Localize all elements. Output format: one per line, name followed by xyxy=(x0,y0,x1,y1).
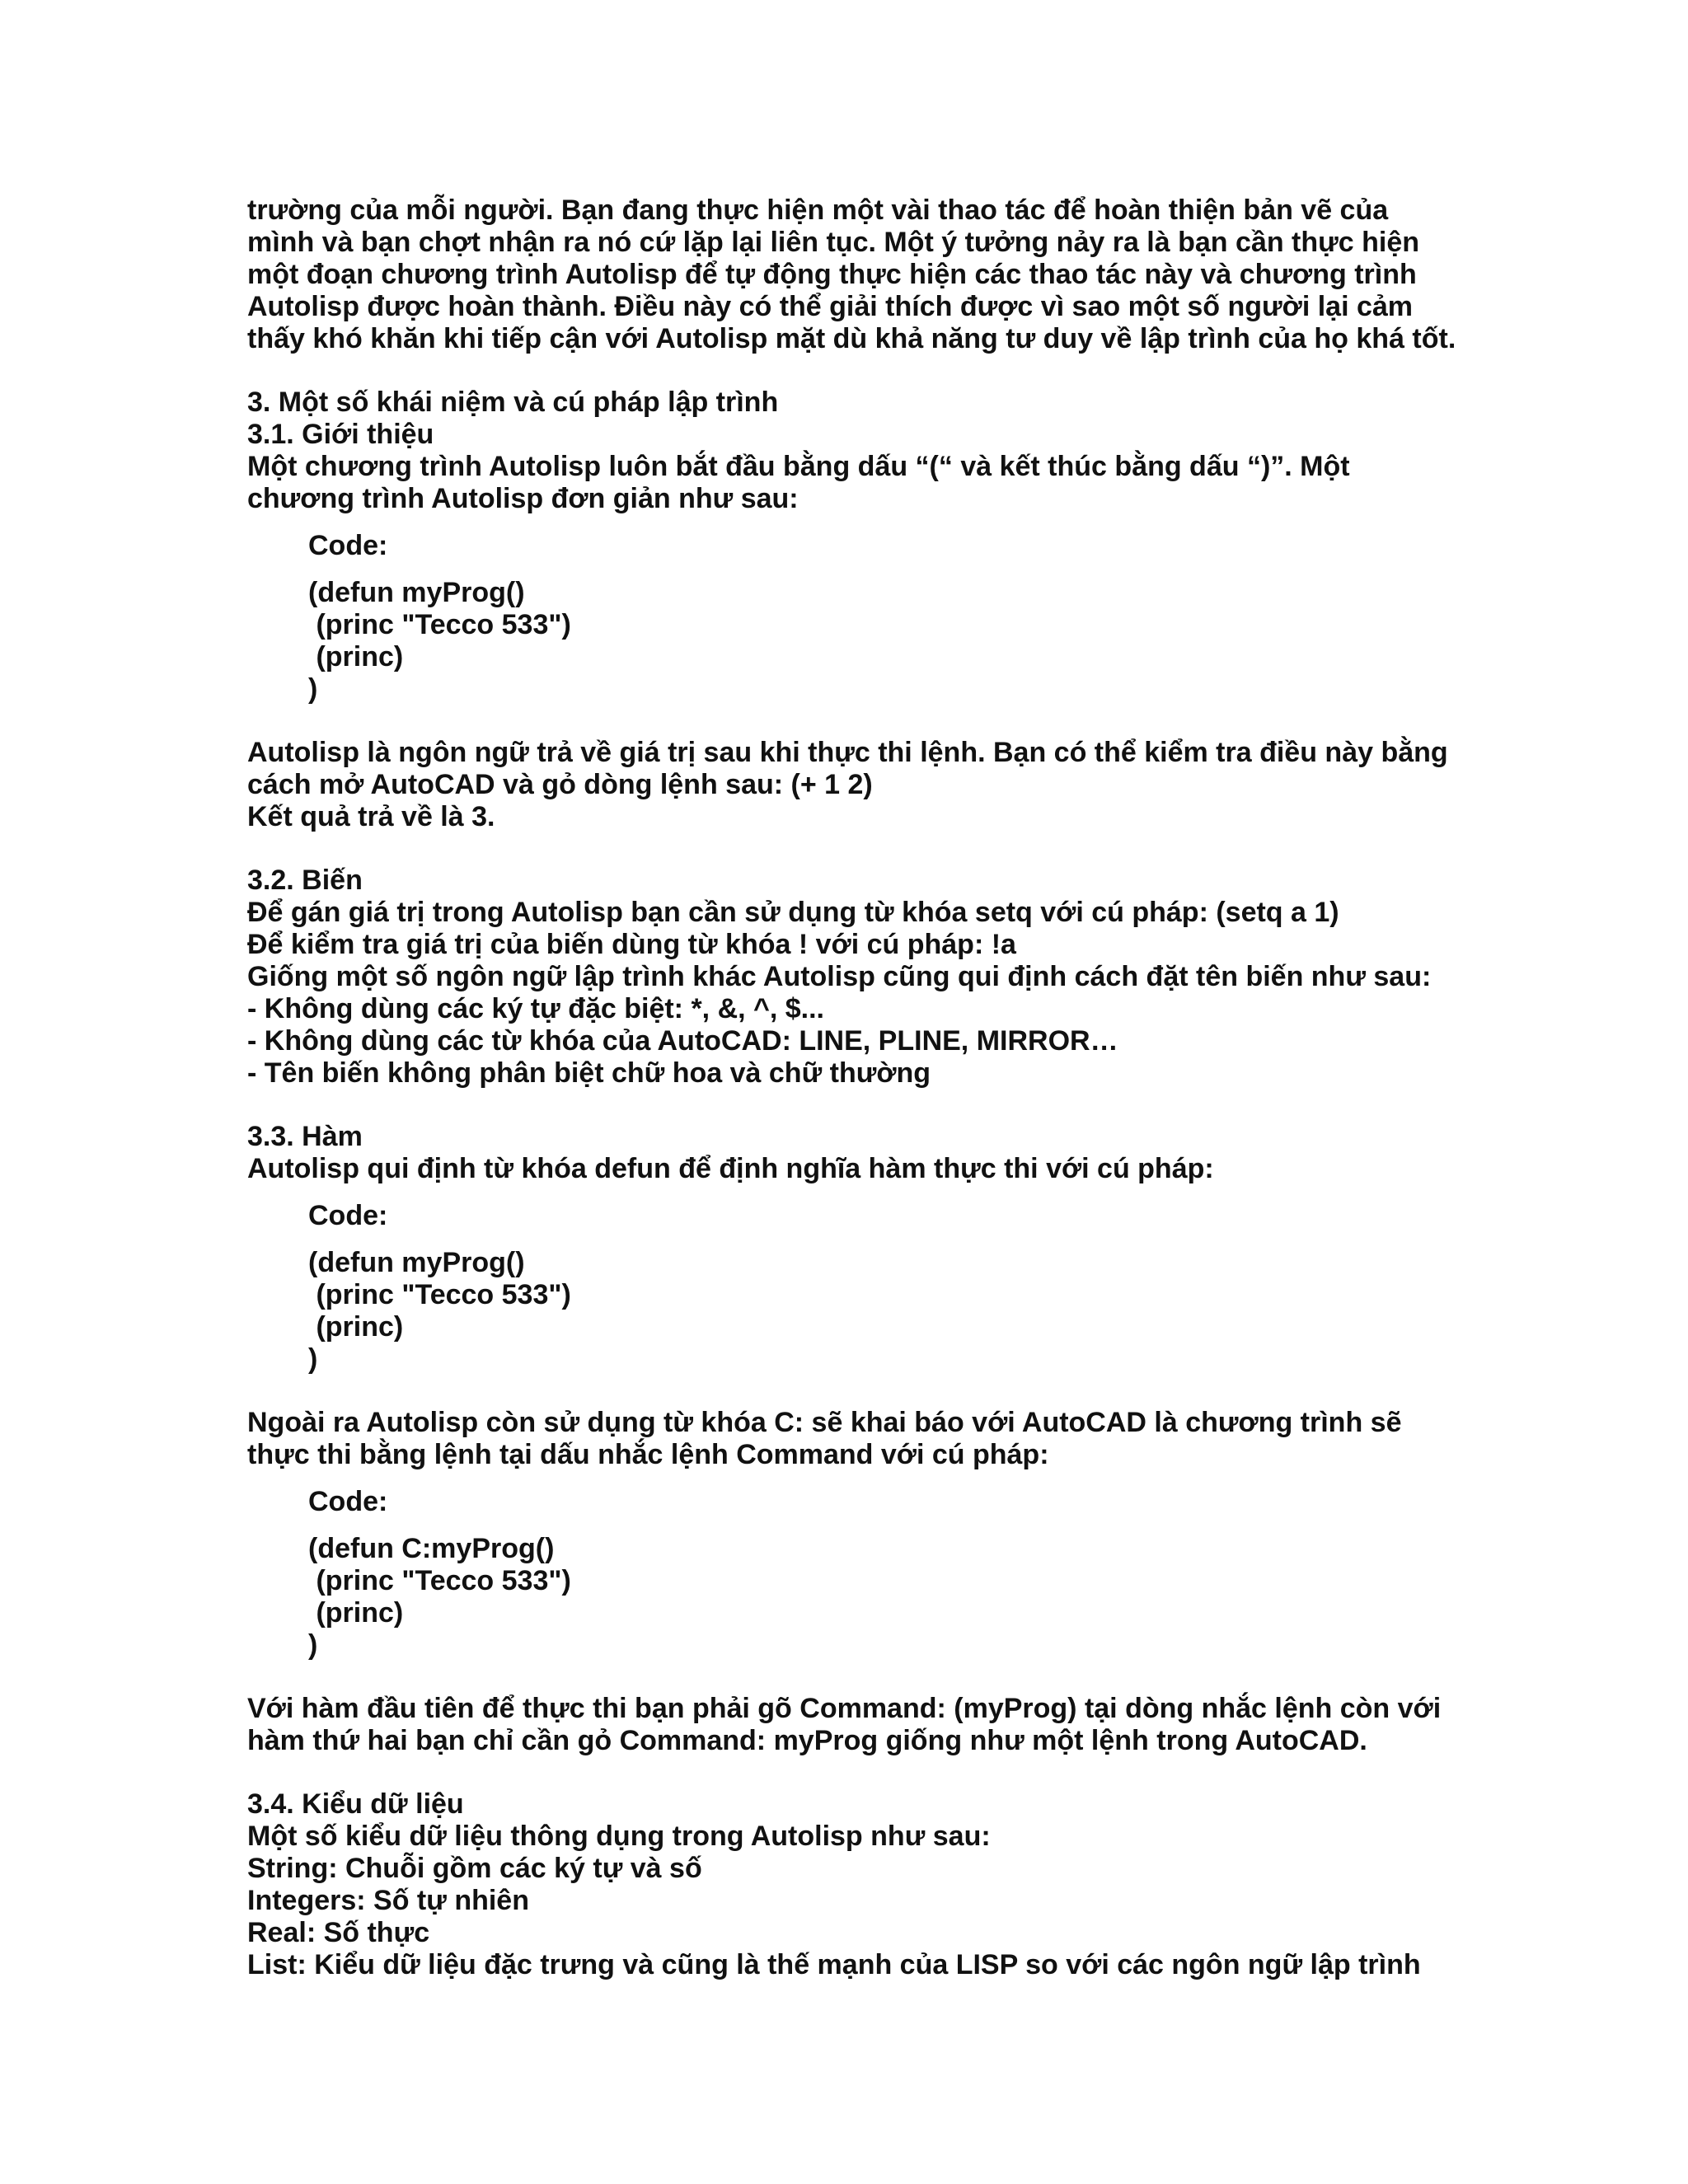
code-line: (defun myProg() xyxy=(308,1247,525,1278)
text-line: chương trình Autolisp đơn giản như sau: xyxy=(247,483,799,514)
code-line: (princ) xyxy=(308,641,404,673)
code-line: (princ "Tecco 533") xyxy=(308,1565,571,1596)
text-line: thấy khó khăn khi tiếp cận với Autolisp mặt dù khả năng tư duy về lập trình của họ khá tốt. xyxy=(247,323,1456,354)
text-line: một đoạn chương trình Autolisp để tự động thực hiện các thao tác này và chương trình xyxy=(247,259,1417,290)
text-line: Ngoài ra Autolisp còn sử dụng từ khóa C: sẽ khai báo với AutoCAD là chương trình sẽ xyxy=(247,1407,1402,1438)
code-line: (princ) xyxy=(308,1597,404,1629)
text-line: Một số kiểu dữ liệu thông dụng trong Autolisp như sau: xyxy=(247,1821,991,1852)
text-line: cách mở AutoCAD và gỏ dòng lệnh sau: (+ 1 2) xyxy=(247,769,873,800)
text-line: Autolisp qui định từ khóa defun để định nghĩa hàm thực thi với cú pháp: xyxy=(247,1153,1214,1184)
text-line: Kết quả trả về là 3. xyxy=(247,801,495,832)
subsection-heading: 3.4. Kiểu dữ liệu xyxy=(247,1788,464,1820)
code-block xyxy=(308,1486,1451,1661)
list-item: - Không dùng các từ khóa của AutoCAD: LINE, PLINE, MIRROR… xyxy=(247,1025,1118,1057)
code-label: Code: xyxy=(308,1486,388,1517)
text-line: mình và bạn chợt nhận ra nó cứ lặp lại liên tục. Một ý tưởng nảy ra là bạn cần thực hiện xyxy=(247,227,1419,258)
code-block xyxy=(308,1200,1451,1376)
document-page xyxy=(247,194,1456,1981)
text-line: Real: Số thực xyxy=(247,1917,430,1948)
text-line: Giống một số ngôn ngữ lập trình khác Autolisp cũng qui định cách đặt tên biến như sau: xyxy=(247,961,1432,992)
subsection-heading: 3.2. Biến xyxy=(247,865,363,896)
subsection-heading: 3.3. Hàm xyxy=(247,1121,363,1152)
text-line: Với hàm đầu tiên để thực thi bạn phải gõ Command: (myProg) tại dòng nhắc lệnh còn với xyxy=(247,1693,1442,1724)
code-line: ) xyxy=(308,673,318,705)
text-line: Autolisp được hoàn thành. Điều này có thể giải thích được vì sao một số người lại cảm xyxy=(247,291,1414,322)
text-line: Autolisp là ngôn ngữ trả về giá trị sau khi thực thi lệnh. Bạn có thể kiểm tra điều này bằng xyxy=(247,737,1448,768)
intro-paragraph xyxy=(247,194,1456,355)
text-line: Để kiểm tra giá trị của biến dùng từ khóa ! với cú pháp: !a xyxy=(247,929,1016,960)
text-line: String: Chuỗi gồm các ký tự và số xyxy=(247,1853,702,1884)
text-line: List: Kiểu dữ liệu đặc trưng và cũng là thế mạnh của LISP so với các ngôn ngữ lập trình xyxy=(247,1949,1421,1980)
subsection-heading: 3.1. Giới thiệu xyxy=(247,419,434,450)
code-line: (princ) xyxy=(308,1311,404,1343)
text-line: Integers: Số tự nhiên xyxy=(247,1885,529,1916)
list-item: - Tên biến không phân biệt chữ hoa và chữ thường xyxy=(247,1057,931,1089)
code-line: (defun C:myProg() xyxy=(308,1533,555,1564)
code-line: (princ "Tecco 533") xyxy=(308,609,571,640)
code-label: Code: xyxy=(308,530,388,561)
code-line: (defun myProg() xyxy=(308,577,525,608)
text-line: Một chương trình Autolisp luôn bắt đầu bằng dấu “(“ và kết thúc bằng dấu “)”. Một xyxy=(247,451,1350,482)
text-line: trường của mỗi người. Bạn đang thực hiện một vài thao tác để hoàn thiện bản vẽ của xyxy=(247,194,1389,226)
code-line: ) xyxy=(308,1343,318,1375)
code-block xyxy=(308,530,1451,705)
code-label: Code: xyxy=(308,1200,388,1231)
list-item: - Không dùng các ký tự đặc biệt: *, &, ^, $... xyxy=(247,993,825,1024)
code-line: ) xyxy=(308,1629,318,1661)
text-line: Để gán giá trị trong Autolisp bạn cần sử dụng từ khóa setq với cú pháp: (setq a 1) xyxy=(247,897,1339,928)
section-heading: 3. Một số khái niệm và cú pháp lập trình xyxy=(247,387,779,418)
text-line: thực thi bằng lệnh tại dấu nhắc lệnh Command với cú pháp: xyxy=(247,1439,1049,1470)
text-line: hàm thứ hai bạn chỉ cần gỏ Command: myProg giống như một lệnh trong AutoCAD. xyxy=(247,1725,1367,1756)
code-line: (princ "Tecco 533") xyxy=(308,1279,571,1310)
